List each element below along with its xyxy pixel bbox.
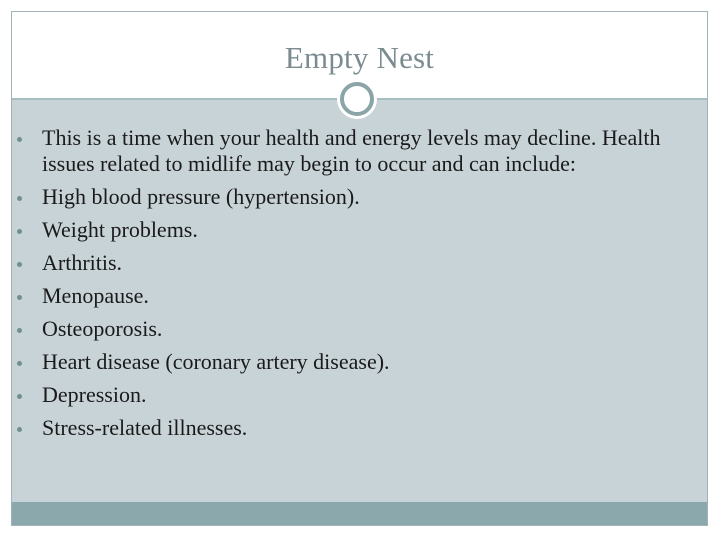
bullet-icon xyxy=(17,137,22,142)
bullet-text: Stress-related illnesses. xyxy=(42,415,248,440)
list-item xyxy=(17,125,667,177)
bullet-icon xyxy=(17,295,22,300)
bullet-icon xyxy=(17,196,22,201)
bullet-text: Weight problems. xyxy=(42,217,198,242)
bullet-icon xyxy=(17,394,22,399)
bullet-list xyxy=(17,125,667,448)
bullet-text: Depression. xyxy=(42,382,147,407)
bullet-text: This is a time when your health and energy levels may decline. Health issues related to midlife may begin to occur and can include: xyxy=(42,125,661,176)
bullet-icon xyxy=(17,427,22,432)
bullet-text: Osteoporosis. xyxy=(42,316,163,341)
list-item xyxy=(17,415,667,441)
bullet-icon xyxy=(17,262,22,267)
bullet-text: Arthritis. xyxy=(42,250,123,275)
list-item xyxy=(17,217,667,243)
list-item xyxy=(17,184,667,210)
bullet-text: High blood pressure (hypertension). xyxy=(42,184,360,209)
bullet-text: Menopause. xyxy=(42,283,149,308)
bullet-icon xyxy=(17,328,22,333)
list-item xyxy=(17,382,667,408)
list-item xyxy=(17,250,667,276)
bullet-icon xyxy=(17,361,22,366)
ring-ornament-icon xyxy=(340,82,374,116)
bullet-text: Heart disease (coronary artery disease). xyxy=(42,349,390,374)
footer-band xyxy=(12,502,707,525)
bullet-icon xyxy=(17,229,22,234)
list-item xyxy=(17,316,667,342)
list-item xyxy=(17,283,667,309)
slide-title: Empty Nest xyxy=(284,40,435,75)
list-item xyxy=(17,349,667,375)
